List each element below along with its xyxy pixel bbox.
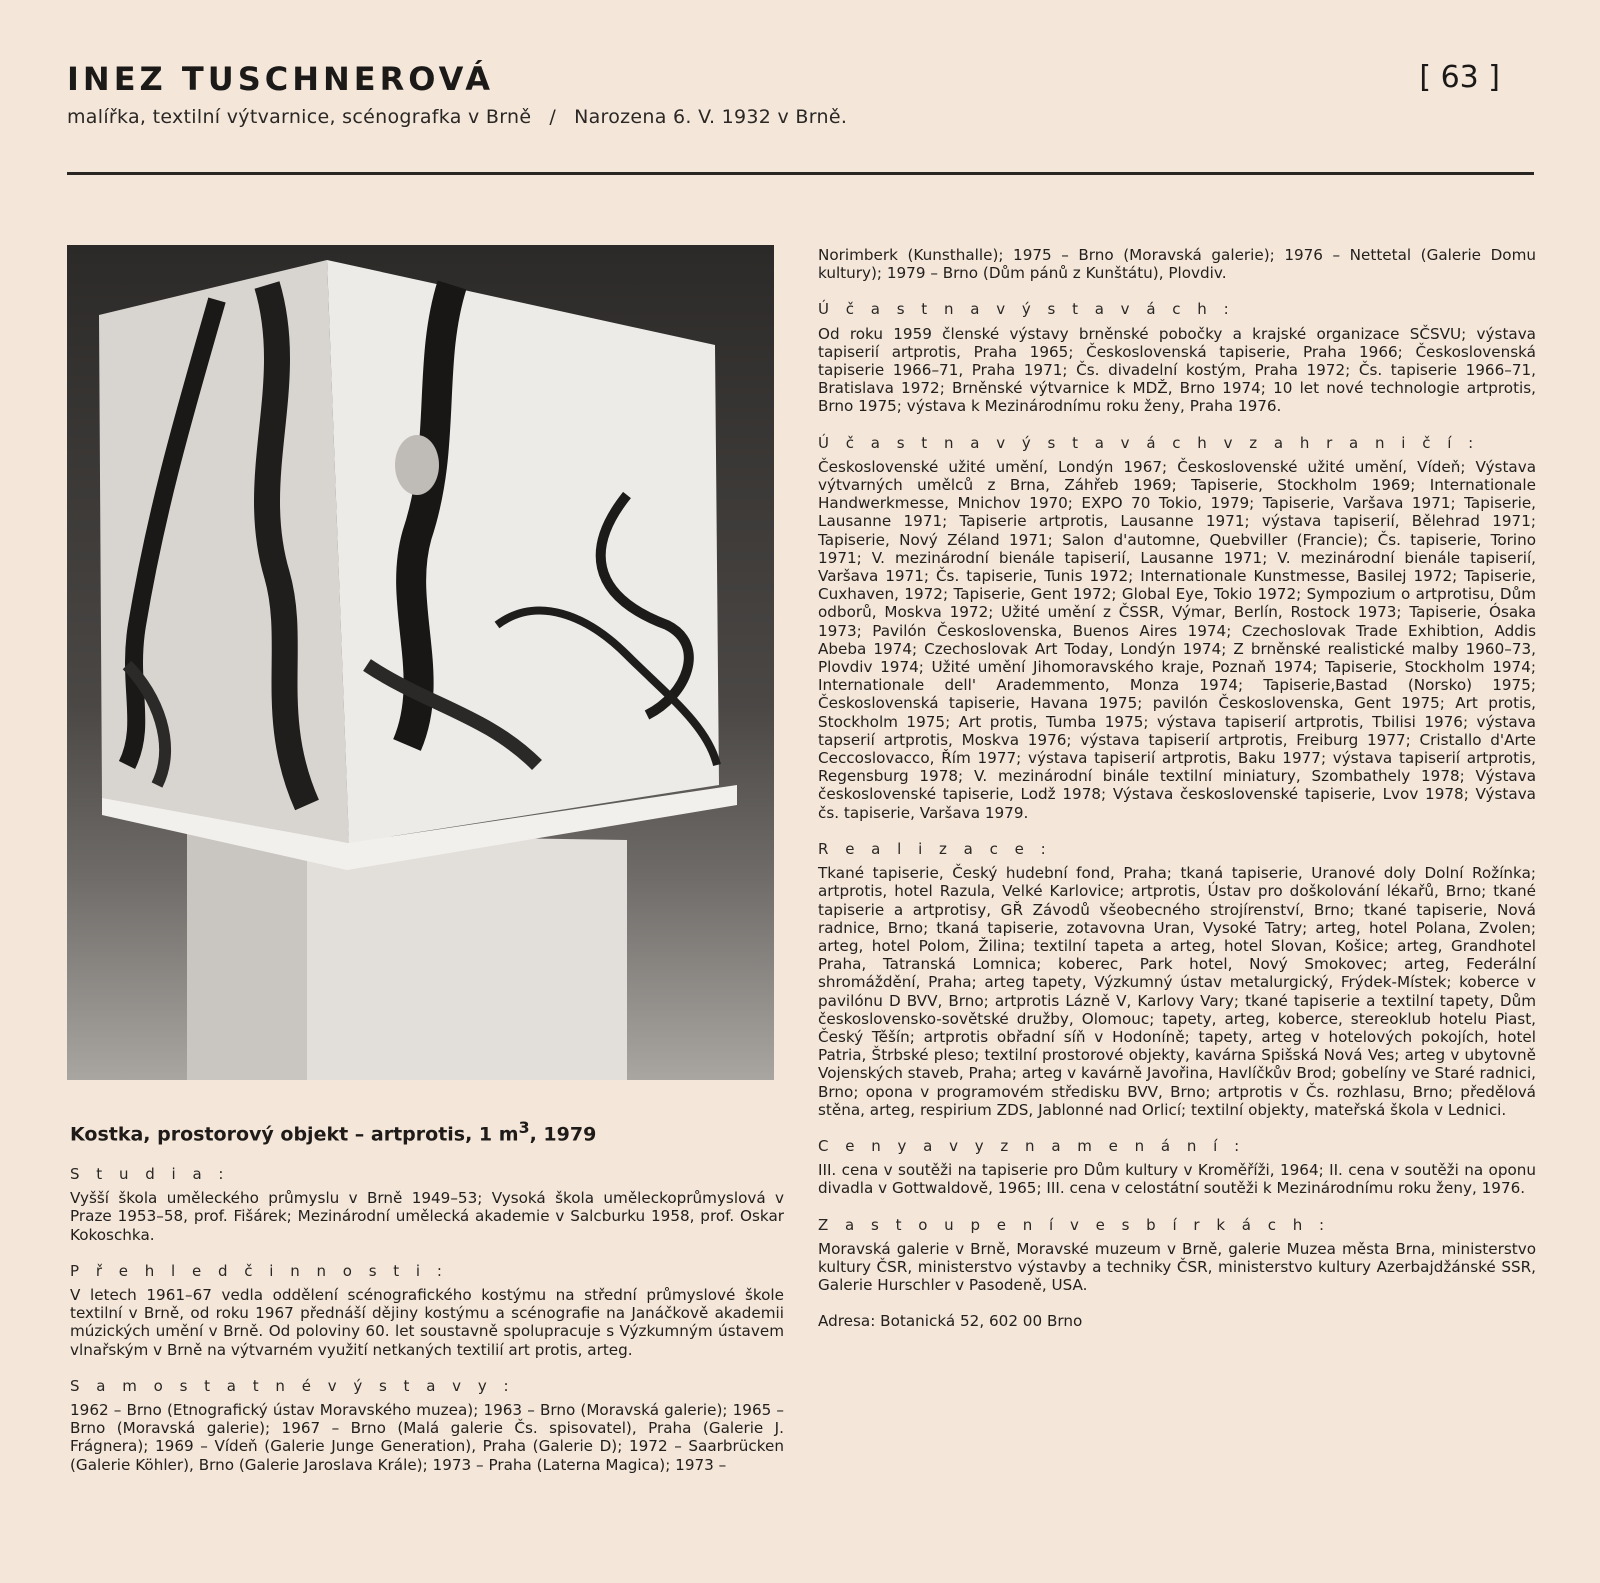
figure-caption <box>70 1118 596 1145</box>
right-column <box>818 246 1536 1331</box>
section-text-zastoupeni: Moravská galerie v Brně, Moravské muzeum v Brně, galerie Muzea města Brna, ministerstvo kultury ČSR, ministerstvo výstavby a techniky ČSR, ministerstvo kultury Azerbajdžánské SSR, Galerie Hurschler v Pasodeně, USA. <box>818 1239 1536 1295</box>
page-number: [ 63 ] <box>1419 60 1500 95</box>
section-title-zastoupeni: Z a s t o u p e n í v e s b í r k á c h : <box>818 1215 1331 1234</box>
section-text-ucast: Od roku 1959 členské výstavy brněnské pobočky a krajské organizace SČSVU; výstava tapiserií artprotis, Praha 1965; Československá tapiserie, Praha 1966; Československá tapiserie 1966–71, Praha 1971; Čs. divadelní kostým, Praha 1972; Čs. tapiserie 1966–71, Bratislava 1972; Brněnské výtvarnice k MDŽ, Brno 1974; 10 let nové technologie artprotis, Brno 1975; výstava k Mezinárodnímu roku ženy, Praha 1976. <box>818 324 1536 416</box>
caption-text: Kostka, prostorový objekt – artprotis, 1 m <box>70 1123 519 1146</box>
section-title-prehled: P ř e h l e d č i n n o s t i : <box>70 1261 448 1280</box>
artist-profession: malířka, textilní výtvarnice, scénografka v Brně <box>67 106 532 128</box>
caption-superscript: 3 <box>518 1118 530 1137</box>
artist-address: Adresa: Botanická 52, 602 00 Brno <box>818 1312 1083 1331</box>
artwork-photo <box>67 245 774 1080</box>
left-column <box>70 1165 784 1492</box>
artist-subtitle <box>67 106 847 128</box>
section-text-samostatne: 1962 – Brno (Etnografický ústav Moravského muzea); 1963 – Brno (Moravská galerie); 1965 – Brno (Moravská galerie); 1967 – Brno (Malá galerie Čs. spisovatel), Praha (Galerie J. Frágnera); 1969 – Vídeň (Galerie Junge Generation), Praha (Galerie D); 1972 – Saarbrücken (Galerie Köhler), Brno (Galerie Jaroslava Krále); 1973 – Praha (Laterna Magica); 1973 – <box>70 1401 784 1474</box>
artist-birth: Narozena 6. V. 1932 v Brně. <box>574 106 848 128</box>
section-text-ceny: III. cena v soutěži na tapiserie pro Dům kultury v Kroměříži, 1964; II. cena v soutěži na oponu divadla v Gottwaldově, 1965; III. cena v celostátní soutěži k Mezinárodnímu roku ženy, 1976. <box>818 1161 1536 1198</box>
section-title-ceny: C e n y a v y z n a m e n á n í : <box>818 1136 1246 1155</box>
section-text-realizace: Tkané tapiserie, Český hudební fond, Praha; tkaná tapiserie, Uranové doly Dolní Rožínka; artprotis, hotel Razula, Velké Karlovice; artprotis, Ústav pro doškolování lékařů, Brno; tkané tapiserie a artprotisy, GŘ Závodů všeobecného strojírenství, Brno; tkané tapiserie, Nová radnice, Brno; tkaná tapiserie, zotavovna Uran, Vysoké Tatry; arteg, hotel Polana, Zvolen; arteg, hotel Polom, Žilina; textilní tapeta a arteg, hotel Slovan, Košice; arteg, Grandhotel Praha, Tatranská Lomnica; koberec, Park hotel, Nový Smokovec; arteg, Federální shromáždění, Praha; arteg tapety, Výzkumný ústav metalurgický, Frýdek-Místek; koberce v pavilónu D BVV, Brno; artprotis Lázně V, Karlovy Vary; tkané tapiserie a textilní tapety, Dům československo-sovětské družby, Olomouc; tapety, arteg, koberce, stereoklub hotelu Piast, Český Těšín; artprotis obřadní síň v Hodoníně; tapety, arteg v hotelových pokojích, hotel Patria, Štrbské pleso; textilní prostorové objekty, kavárna Spišská Nová Ves; arteg v ubytovně Vojenských staveb, Praha; arteg v kavárně Javořina, Havlíčkův Brod; gobelíny ve Staré radnici, Brno; opona v programovém středisku BVV, Brno; artprotis v Čs. rozhlasu, Brno; předělová stěna, arteg, respirium ZDS, Jablonné nad Orlicí; textilní objekty, mateřská škola v Lednici. <box>818 864 1536 1119</box>
header-rule <box>67 172 1534 175</box>
section-title-samostatne: S a m o s t a t n é v ý s t a v y : <box>70 1376 515 1395</box>
section-text-studia: Vyšší škola uměleckého průmyslu v Brně 1949–53; Vysoká škola uměleckoprůmyslová v Praze 1953–58, prof. Fišárek; Mezinárodní umělecká akademie v Salcburku 1958, prof. Oskar Kokoschka. <box>70 1189 784 1244</box>
caption-year: , 1979 <box>529 1123 597 1146</box>
section-title-studia: S t u d i a : <box>70 1165 230 1183</box>
section-title-ucast: Ú č a s t n a v ý s t a v á c h : <box>818 300 1235 319</box>
section-text-zahranici: Československé užité umění, Londýn 1967; Československé užité umění, Vídeň; Výstava výtvarných umělců z Brna, Záhřeb 1969; Tapiserie, Stockholm 1969; Internationale Handwerkmesse, Mnichov 1970; EXPO 70 Tokio, 1979; Tapiserie, Varšava 1971; Tapiserie, Lausanne 1971; Tapiserie artprotis, Lausanne 1971; výstava tapiserií, Bělehrad 1971; Tapiserie, Nový Zéland 1971; Salon d'automne, Quebviller (Francie); Čs. tapiserie, Torino 1971; V. mezinárodní bienále tapiserií, Lausanne 1971; V. mezinárodní bienále tapiserií, Varšava 1971; Čs. tapiserie, Tunis 1972; Internationale Kunstmesse, Basilej 1972; Tapiserie, Cuxhaven, 1972; Tapiserie, Gent 1972; Global Eye, Tokio 1972; Sympozium o artprotisu, Dům odborů, Moskva 1972; Užité umění z ČSSR, Výmar, Berlín, Rostock 1973; Tapiserie, Ósaka 1973; Pavilón Československa, Buenos Aires 1974; Czechoslovak Trade Exhibtion, Addis Abeba 1974; Czechoslovak Art Today, Londýn 1974; Z brněnské realistické malby 1960–73, Plovdiv 1974; Užité umění Jihomoravského kraje, Poznaň 1974; Tapiserie, Stockholm 1974; Internationale dell' Arademmento, Monza 1974; Tapiserie,Bastad (Norsko) 1975; Československá tapiserie, Havana 1975; pavilón Československa, Gent 1975; Art protis, Stockholm 1975; Art protis, Tumba 1975; výstava tapiserií artprotis, Tbilisi 1976; výstava tapserií artprotis, Moskva 1976; výstava tapiserií artprotis, Freiburg 1977; Cristallo d'Arte Ceccoslovacco, Řím 1977; výstava tapiserií artprotis, Baku 1977; výstava tapiserií artprotis, Regensburg 1978; V. mezinárodní binále textilní miniatury, Szombathely 1978; Výstava československé tapiserie, Lodž 1978; Výstava československé tapiserie, Lvov 1978; Výstava čs. tapiserie, Varšava 1979. <box>818 457 1536 822</box>
section-title-zahranici: Ú č a s t n a v ý s t a v á c h v z a h r a n i č í : <box>818 433 1480 452</box>
section-text-continuation: Norimberk (Kunsthalle); 1975 – Brno (Moravská galerie); 1976 – Nettetal (Galerie Domu kultury); 1979 – Brno (Dům pánů z Kunštátu), Plovdiv. <box>818 246 1536 283</box>
section-title-realizace: R e a l i z a c e : <box>818 839 1052 858</box>
section-text-prehled: V letech 1961–67 vedla oddělení scénografického kostýmu na střední průmyslové škole textilní v Brně, od roku 1967 přednáší dějiny kostýmu a scénografie na Janáčkově akademii múzických umění v Brně. Od poloviny 60. let soustavně spolupracuje s Výzkumným ústavem vlnařským v Brně na výtvarném využití netkaných textilií art protis, arteg. <box>70 1286 784 1359</box>
subtitle-separator: / <box>549 106 557 128</box>
artist-name: INEZ TUSCHNEROVÁ <box>67 60 494 98</box>
